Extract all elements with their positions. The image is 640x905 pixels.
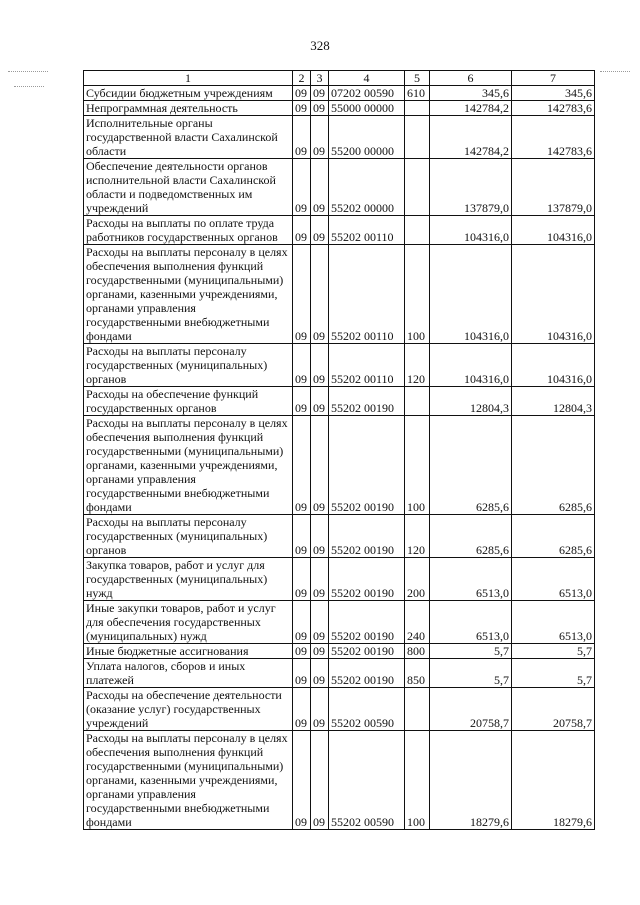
target-article-code: 55202 00190 bbox=[329, 387, 405, 416]
subsection-code: 09 bbox=[311, 86, 329, 101]
subsection-code: 09 bbox=[311, 688, 329, 731]
section-code: 09 bbox=[293, 601, 311, 644]
expense-type-code: 850 bbox=[405, 659, 430, 688]
expense-type-code: 240 bbox=[405, 601, 430, 644]
row-description: Закупка товаров, работ и услуг для государственных (муниципальных) нужд bbox=[84, 558, 293, 601]
amount-col7: 20758,7 bbox=[512, 688, 595, 731]
table-row bbox=[84, 558, 595, 601]
table-row bbox=[84, 344, 595, 387]
row-description: Исполнительные органы государственной власти Сахалинской области bbox=[84, 116, 293, 159]
target-article-code: 55202 00190 bbox=[329, 644, 405, 659]
target-article-code: 07202 00590 bbox=[329, 86, 405, 101]
amount-col6: 137879,0 bbox=[430, 159, 512, 216]
table-row bbox=[84, 86, 595, 101]
row-description: Расходы на выплаты персоналу государственных (муниципальных) органов bbox=[84, 344, 293, 387]
subsection-code: 09 bbox=[311, 245, 329, 344]
subsection-code: 09 bbox=[311, 515, 329, 558]
expense-type-code: 100 bbox=[405, 245, 430, 344]
table-row bbox=[84, 601, 595, 644]
amount-col7: 12804,3 bbox=[512, 387, 595, 416]
row-description: Иные закупки товаров, работ и услуг для обеспечения государственных (муниципальных) нужд bbox=[84, 601, 293, 644]
subsection-code: 09 bbox=[311, 101, 329, 116]
expense-type-code bbox=[405, 101, 430, 116]
row-description: Непрограммная деятельность bbox=[84, 101, 293, 116]
expense-type-code: 120 bbox=[405, 515, 430, 558]
column-header: 2 bbox=[293, 71, 311, 86]
amount-col7: 18279,6 bbox=[512, 731, 595, 830]
amount-col6: 142784,2 bbox=[430, 101, 512, 116]
table-row bbox=[84, 387, 595, 416]
row-description: Расходы на выплаты по оплате труда работников государственных органов bbox=[84, 216, 293, 245]
column-header: 1 bbox=[84, 71, 293, 86]
subsection-code: 09 bbox=[311, 116, 329, 159]
row-description: Расходы на обеспечение функций государственных органов bbox=[84, 387, 293, 416]
column-header: 4 bbox=[329, 71, 405, 86]
amount-col7: 6513,0 bbox=[512, 601, 595, 644]
amount-col6: 20758,7 bbox=[430, 688, 512, 731]
amount-col6: 104316,0 bbox=[430, 245, 512, 344]
amount-col6: 104316,0 bbox=[430, 216, 512, 245]
target-article-code: 55202 00190 bbox=[329, 659, 405, 688]
section-code: 09 bbox=[293, 245, 311, 344]
section-code: 09 bbox=[293, 216, 311, 245]
table-row bbox=[84, 688, 595, 731]
target-article-code: 55202 00110 bbox=[329, 245, 405, 344]
subsection-code: 09 bbox=[311, 601, 329, 644]
target-article-code: 55202 00110 bbox=[329, 344, 405, 387]
expense-type-code: 120 bbox=[405, 344, 430, 387]
expense-type-code bbox=[405, 387, 430, 416]
column-header: 6 bbox=[430, 71, 512, 86]
section-code: 09 bbox=[293, 116, 311, 159]
amount-col7: 345,6 bbox=[512, 86, 595, 101]
scan-artifact bbox=[14, 86, 44, 88]
expense-type-code: 800 bbox=[405, 644, 430, 659]
budget-table bbox=[83, 70, 595, 830]
column-header: 5 bbox=[405, 71, 430, 86]
amount-col6: 5,7 bbox=[430, 644, 512, 659]
row-description: Иные бюджетные ассигнования bbox=[84, 644, 293, 659]
table-row bbox=[84, 644, 595, 659]
amount-col7: 6285,6 bbox=[512, 416, 595, 515]
expense-type-code: 100 bbox=[405, 416, 430, 515]
table-row bbox=[84, 245, 595, 344]
subsection-code: 09 bbox=[311, 416, 329, 515]
section-code: 09 bbox=[293, 558, 311, 601]
expense-type-code: 200 bbox=[405, 558, 430, 601]
target-article-code: 55202 00110 bbox=[329, 216, 405, 245]
section-code: 09 bbox=[293, 515, 311, 558]
amount-col7: 104316,0 bbox=[512, 216, 595, 245]
row-description: Обеспечение деятельности органов исполнительной власти Сахалинской области и подведомственных им учреждений bbox=[84, 159, 293, 216]
expense-type-code: 610 bbox=[405, 86, 430, 101]
subsection-code: 09 bbox=[311, 216, 329, 245]
table-row bbox=[84, 659, 595, 688]
table-row bbox=[84, 731, 595, 830]
expense-type-code bbox=[405, 688, 430, 731]
amount-col7: 104316,0 bbox=[512, 344, 595, 387]
target-article-code: 55200 00000 bbox=[329, 116, 405, 159]
amount-col6: 18279,6 bbox=[430, 731, 512, 830]
amount-col6: 6513,0 bbox=[430, 601, 512, 644]
amount-col6: 5,7 bbox=[430, 659, 512, 688]
amount-col7: 104316,0 bbox=[512, 245, 595, 344]
amount-col6: 6513,0 bbox=[430, 558, 512, 601]
target-article-code: 55202 00190 bbox=[329, 558, 405, 601]
expense-type-code: 100 bbox=[405, 731, 430, 830]
column-header: 3 bbox=[311, 71, 329, 86]
amount-col7: 142783,6 bbox=[512, 116, 595, 159]
subsection-code: 09 bbox=[311, 731, 329, 830]
amount-col7: 6285,6 bbox=[512, 515, 595, 558]
target-article-code: 55202 00190 bbox=[329, 416, 405, 515]
amount-col6: 6285,6 bbox=[430, 416, 512, 515]
subsection-code: 09 bbox=[311, 387, 329, 416]
amount-col6: 142784,2 bbox=[430, 116, 512, 159]
amount-col7: 6513,0 bbox=[512, 558, 595, 601]
table-row bbox=[84, 101, 595, 116]
expense-type-code bbox=[405, 216, 430, 245]
amount-col7: 5,7 bbox=[512, 644, 595, 659]
section-code: 09 bbox=[293, 731, 311, 830]
section-code: 09 bbox=[293, 101, 311, 116]
row-description: Расходы на выплаты персоналу в целях обеспечения выполнения функций государственными (муниципальными) органами, казенными учреждениями, органами управления государственными внебюджетными фондами bbox=[84, 731, 293, 830]
section-code: 09 bbox=[293, 86, 311, 101]
table-row bbox=[84, 116, 595, 159]
table-row bbox=[84, 515, 595, 558]
row-description: Расходы на выплаты персоналу в целях обеспечения выполнения функций государственными (муниципальными) органами, казенными учреждениями, органами управления государственными внебюджетными фондами bbox=[84, 245, 293, 344]
target-article-code: 55202 00190 bbox=[329, 601, 405, 644]
subsection-code: 09 bbox=[311, 558, 329, 601]
subsection-code: 09 bbox=[311, 659, 329, 688]
amount-col6: 6285,6 bbox=[430, 515, 512, 558]
page-number: 328 bbox=[310, 38, 330, 53]
amount-col7: 137879,0 bbox=[512, 159, 595, 216]
subsection-code: 09 bbox=[311, 644, 329, 659]
row-description: Расходы на обеспечение деятельности (оказание услуг) государственных учреждений bbox=[84, 688, 293, 731]
target-article-code: 55000 00000 bbox=[329, 101, 405, 116]
scan-artifact bbox=[600, 71, 630, 73]
amount-col6: 345,6 bbox=[430, 86, 512, 101]
subsection-code: 09 bbox=[311, 159, 329, 216]
section-code: 09 bbox=[293, 159, 311, 216]
amount-col7: 142783,6 bbox=[512, 101, 595, 116]
row-description: Уплата налогов, сборов и иных платежей bbox=[84, 659, 293, 688]
column-header: 7 bbox=[512, 71, 595, 86]
target-article-code: 55202 00590 bbox=[329, 731, 405, 830]
amount-col6: 12804,3 bbox=[430, 387, 512, 416]
expense-type-code bbox=[405, 116, 430, 159]
amount-col6: 104316,0 bbox=[430, 344, 512, 387]
scan-artifact bbox=[8, 71, 48, 73]
target-article-code: 55202 00190 bbox=[329, 515, 405, 558]
table-row bbox=[84, 159, 595, 216]
table-header-row bbox=[84, 71, 595, 86]
table-row bbox=[84, 416, 595, 515]
row-description: Расходы на выплаты персоналу государственных (муниципальных) органов bbox=[84, 515, 293, 558]
section-code: 09 bbox=[293, 344, 311, 387]
target-article-code: 55202 00000 bbox=[329, 159, 405, 216]
section-code: 09 bbox=[293, 387, 311, 416]
expense-type-code bbox=[405, 159, 430, 216]
table-row bbox=[84, 216, 595, 245]
subsection-code: 09 bbox=[311, 344, 329, 387]
section-code: 09 bbox=[293, 644, 311, 659]
row-description: Расходы на выплаты персоналу в целях обеспечения выполнения функций государственными (муниципальными) органами, казенными учреждениями, органами управления государственными внебюджетными фондами bbox=[84, 416, 293, 515]
section-code: 09 bbox=[293, 416, 311, 515]
section-code: 09 bbox=[293, 659, 311, 688]
target-article-code: 55202 00590 bbox=[329, 688, 405, 731]
amount-col7: 5,7 bbox=[512, 659, 595, 688]
row-description: Субсидии бюджетным учреждениям bbox=[84, 86, 293, 101]
section-code: 09 bbox=[293, 688, 311, 731]
